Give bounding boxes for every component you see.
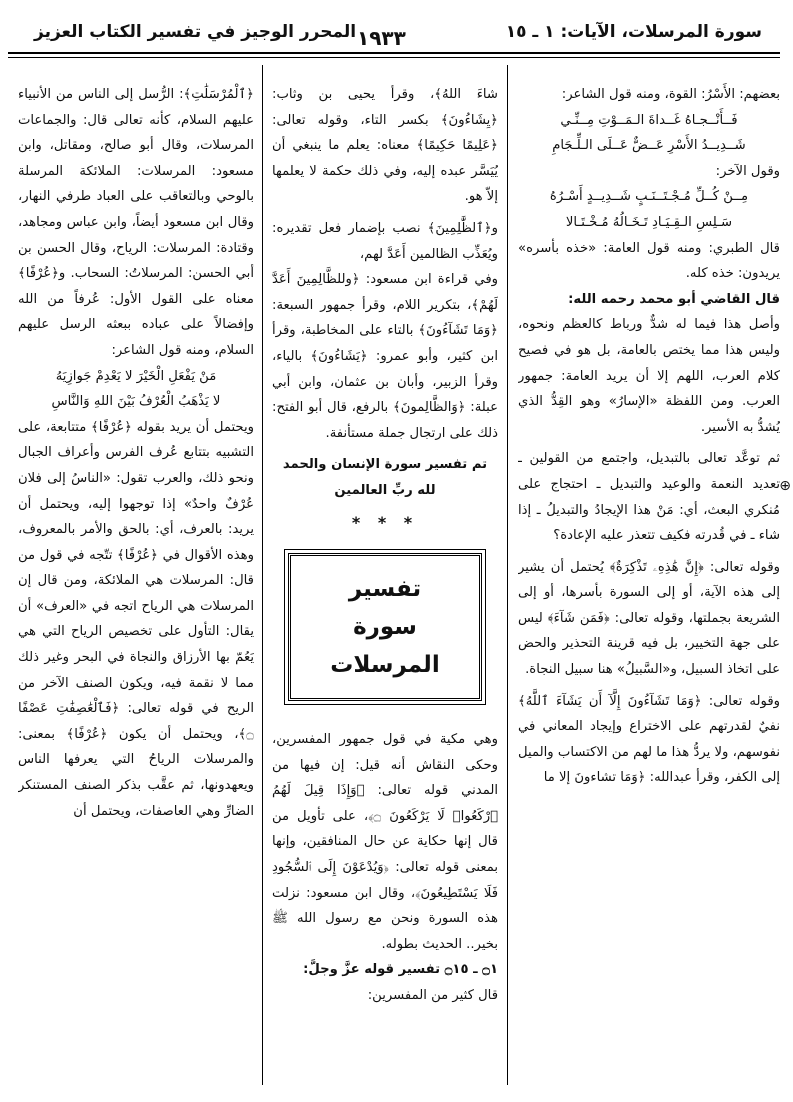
poetry-line: سَـلِسِ الـقِـيَـادِ تَـخَـالُهُ مُـخْـتَـالا bbox=[565, 214, 733, 230]
paragraph: و﴿ٱلظَّٰلِمِينَ﴾ نصب بإضمار فعل تقديره: ويُعَذِّب الظالمين أَعَدَّ لهم، bbox=[272, 220, 498, 262]
paragraph: وقوله تعالى: ﴿وَمَا تَشَآءُونَ إِلَّآ أَن يَشَآءَ ٱللَّهُ﴾ نفيٌ لقدرتهم على الاختراع وإيجاد المعاني في نفوسهم، ولا يردُّ هذا ما لهم من الاكتساب والميل إلى الكفر، وقرأ عبدالله: ﴿وَمَا تشاءونَ إلا ما bbox=[518, 693, 780, 786]
column-left bbox=[18, 82, 254, 1092]
separator-stars: * * * bbox=[351, 512, 419, 532]
paragraph: وفي قراءة ابن مسعود: ﴿وللظَّالِمِينَ أَعَدَّ لَهُمْ﴾، بتكرير اللام، وقرأ جمهور السبعة: ﴿وَمَا تَشَآءُونَ﴾ بالتاء على المخاطبة، وقرأ ابن كثير، وأبو عمرو: ﴿يَشَاءُونَ﴾ بالياء، وقرأ الزبير، وأبان بن عثمان، وابن أبي عبلة: ﴿وَالظَّالِمونَ﴾ بالرفع، قال أبو الفتح: ذلك على ارتجال جملة مستأنفة. bbox=[272, 272, 498, 441]
surah-end-note: تم تفسير سورة الإنسان والحمد لله ربِّ العالمين bbox=[282, 457, 488, 498]
page-number: ١٩٣٣ bbox=[357, 26, 406, 50]
poetry-line: لا يَذْهَبُ الْعُرْفُ بَيْنَ اللهِ وَالنَّاسِ bbox=[51, 394, 221, 410]
author-comment-heading: قال القاضي أبو محمد رحمه الله: bbox=[568, 291, 780, 307]
column-divider-right bbox=[507, 65, 508, 1085]
paragraph: قال كثير من المفسرين: bbox=[367, 988, 498, 1004]
poetry-line: مَنْ يَفْعَلِ الْخَيْرَ لا يَعْدِمْ جَوازِيَهُ bbox=[55, 368, 217, 384]
surah-title-line-1: تفسير bbox=[348, 576, 422, 603]
header-rule-top bbox=[8, 52, 780, 54]
binding-mark-icon: ⊕ bbox=[779, 478, 791, 494]
paragraph: ويحتمل أن يريد بقوله ﴿عُرْفًا﴾ متتابعة، على التشبيه بتتابع عُرف الفرس وأعراف الجبال ونحو ذلك، والعرب تقول: «الناسُ إلى فلان عُرْفٌ واحدٌ» إذا توجهوا إليه، ويحتمل أن يريد: بالعرف، أي: بالحق والأمر بالمعروف، وهذه الأقوال في ﴿عُرْفًا﴾ تتّجه في قول من قال: المرسلات هي الملائكة، ومن قال إن المرسلات هي الرياح اتجه في «العرف» أن يقال: التأول على تخصيص الرياح التي هي يَعُمّ بها الأرزاق والنجاة في البحر وغير ذلك مما لا نقمة فيه، ويكون الصنف الآخر من الريح في قوله تعالى: ﴿فَٱلْعَٰصِفَٰتِ عَصْفًا ۝﴾، ويحتمل أن يكون ﴿عُرْفًا﴾ بمعنى: والمرسلات الرياحُ التي يعرفها الناس ويعهدونها، ثم عقَّب بذكر الصنف المستنكر الضارِّ وهي العاصفات، ويحتمل أن bbox=[18, 419, 254, 819]
paragraph: وهي مكية في قول جمهور المفسرين، وحكى النقاش أنه قيل: إن فيها من المدني قوله تعالى: ﴿وَإِذَا قِيلَ لَهُمُ ٱرْكَعُوا۟ لَا يَرْكَعُونَ ۝﴾، على تأويل من قال إنها حكاية عن حال المنافقين، وإنها بمعنى قوله تعالى: ﴿وَيُدْعَوْنَ إِلَى ٱلسُّجُودِ فَلَا يَسْتَطِيعُونَ﴾، وقال ابن مسعود: نزلت هذه السورة ونحن مع رسول الله ﷺ بخير.. الحديث بطوله. bbox=[272, 732, 498, 952]
paragraph: ﴿ٱلْمُرْسَلَٰتِ﴾: الرُّسل إلى الناس من الأنبياء عليهم السلام، كأنه تعالى قال: والجماعات المرسلات، وقال أبو صالح، ومقاتل، وابن مسعود: المرسلات: الملائكة المرسلة بالوحي وبالتعاقب على العباد طرفي النهار، وقال ابن مسعود أيضاً، وابن عباس ومجاهد، وقتادة: المرسلات: الرياح، وقال الحسن بن أبي الحسن: المرسلاتُ: السحاب. و﴿عُرْفًا﴾ معناه على القول الأول: عُرفاً من الله وإفضالاً على عباده ببعثه الرسل عليهم السلام، ومنه قول الشاعر: bbox=[18, 87, 254, 358]
poetry-line: شَــدِيــدُ الأَسْرِ عَــضٌّ عَــلَى الـلِّـجَامِ bbox=[552, 138, 746, 154]
column-right bbox=[518, 82, 780, 1092]
surah-title-box bbox=[288, 553, 482, 701]
poetry-line: مِــنْ كُــلِّ مُـجْـتَــنَـبٍ شَــدِيــدٍ أَسْـرُهُ bbox=[549, 189, 749, 205]
page-header bbox=[12, 14, 780, 50]
header-rule-bottom bbox=[8, 57, 780, 58]
paragraph: ثم توعَّد تعالى بالتبديل، واجتمع من القولين ـ تعديد النعمة والوعيد والتبديل ـ احتجاج على مُنكري البعث، أي: مَنْ هذا الإيجادُ والتبديلُ ـ إذا شاء ـ في قُدرته فكيف تتعذر عليه الإعادة؟ bbox=[518, 451, 780, 544]
column-middle bbox=[272, 82, 498, 1092]
running-head-surah: سورة المرسلات، الآيات: ١ ـ ١٥ bbox=[505, 22, 762, 42]
surah-title-line-2: سورة المرسلات bbox=[330, 614, 440, 679]
paragraph: وأصل هذا فيما له شدٌّ ورباط كالعظم ونحوه، وليس هذا مما يختص بالعامة، بل هو في فصيح كلام العرب، اللهم إلا أن يريد العامة: جمهور العرب. ومن اللفظة «الإسارُ» وهو القِدُّ الذي يُشدُّ به الأسير. bbox=[518, 317, 780, 435]
column-divider-left bbox=[262, 65, 263, 1085]
paragraph: شاءَ اللهُ﴾، وقرأ يحيى بن وثاب: ﴿يِشَاءُونَ﴾ بكسر التاء، وقوله تعالى: ﴿عَلِيمًا حَكِيمًا﴾ معناه: يعلم ما ينبغي أن يُيَسَّر عبده إليه، وفي ذلك حكمة لا يعلمها إلاّ هو. bbox=[272, 87, 498, 205]
poetry-line: فَــأَنْــجـاهُ غَــداةَ الـمَــوْتِ مِــنِّـي bbox=[560, 112, 738, 128]
running-head-book-title: المحرر الوجيز في تفسير الكتاب العزيز bbox=[34, 22, 357, 42]
paragraph: وقول الآخر: bbox=[715, 163, 780, 179]
paragraph: قال الطبري: ومنه قول العامة: «خذه بأسره» يريدون: خذه كله. bbox=[518, 240, 780, 282]
paragraph: وقوله تعالى: ﴿إِنَّ هَٰذِهِۦ تَذْكِرَةٌ﴾ يُحتمل أن يشير إلى هذه الآية، أو إلى السورة بأسرها، أو إلى الشريعة بجملتها، وقوله تعالى: ﴿فَمَن شَآءَ﴾ ليس على جهة التخيير، بل فيه قرينة التحذير والحض على اتخاذ السبيل، و«السَّبيلُ» هنا سبيل النجاة. bbox=[518, 559, 780, 678]
paragraph: بعضهم: الأَسْرُ: القوة، ومنه قول الشاعر: bbox=[561, 87, 780, 102]
verses-heading: ۝١ ـ ۝١٥ تفسير قوله عزَّ وجلَّ: bbox=[303, 962, 498, 978]
